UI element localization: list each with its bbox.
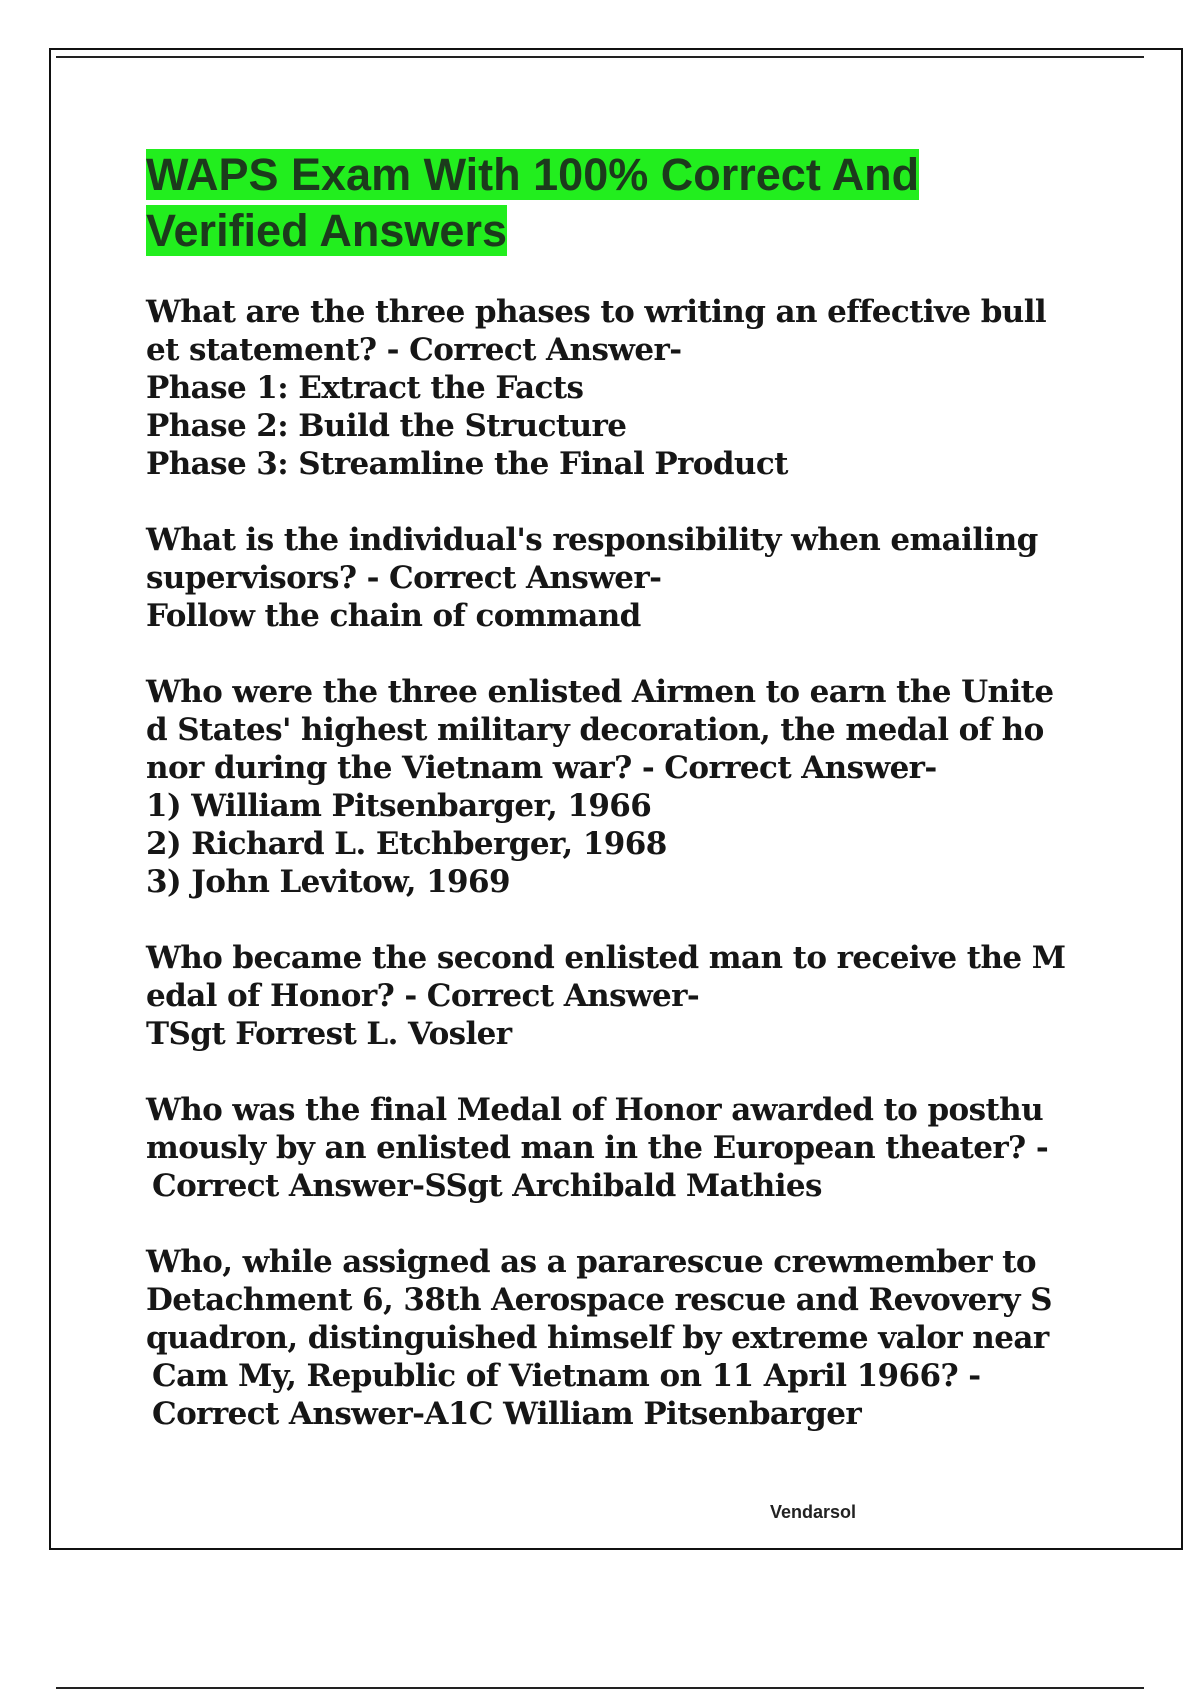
bottom-rule (56, 1687, 1144, 1689)
footer-brand: Vendarsol (770, 1502, 857, 1522)
qa-line: Correct Answer-A1C William Pitsenbarger (152, 1396, 862, 1432)
qa-line: Follow the chain of command (146, 598, 641, 634)
qa-line: 2) Richard L. Etchberger, 1968 (146, 826, 667, 862)
top-rule (56, 56, 1144, 58)
qa-item (146, 1243, 1106, 1433)
qa-list (146, 293, 1106, 1471)
title-line-2: Verified Answers (146, 205, 507, 256)
qa-line: Detachment 6, 38th Aerospace rescue and Revovery S (146, 1282, 1052, 1318)
qa-item (146, 293, 1106, 483)
qa-line: Phase 3: Streamline the Final Product (146, 446, 788, 482)
qa-line: What is the individual's responsibility when emailing (146, 522, 1038, 558)
qa-line: Who were the three enlisted Airmen to earn the Unite (146, 674, 1054, 710)
qa-line: d States' highest military decoration, the medal of ho (146, 712, 1044, 748)
qa-line: Who became the second enlisted man to receive the M (146, 940, 1066, 976)
title-line-1: WAPS Exam With 100% Correct And (146, 149, 920, 200)
qa-item (146, 673, 1106, 901)
qa-item (146, 521, 1106, 635)
qa-line: 1) William Pitsenbarger, 1966 (146, 788, 652, 824)
qa-line: 3) John Levitow, 1969 (146, 864, 510, 900)
qa-line: Who, while assigned as a pararescue crewmember to (146, 1244, 1036, 1280)
qa-line: supervisors? - Correct Answer- (146, 560, 662, 596)
qa-line: edal of Honor? - Correct Answer- (146, 978, 700, 1014)
qa-line: What are the three phases to writing an effective bull (146, 294, 1047, 330)
qa-item (146, 939, 1106, 1053)
qa-line: et statement? - Correct Answer- (146, 332, 682, 368)
qa-line: nor during the Vietnam war? - Correct Answer- (146, 750, 937, 786)
qa-line: Phase 2: Build the Structure (146, 408, 627, 444)
qa-line: Who was the final Medal of Honor awarded to posthu (146, 1092, 1044, 1128)
document-title (146, 147, 919, 259)
qa-item (146, 1091, 1106, 1205)
qa-line: Phase 1: Extract the Facts (146, 370, 584, 406)
qa-line: Cam My, Republic of Vietnam on 11 April 1966? - (152, 1358, 981, 1394)
qa-line: quadron, distinguished himself by extreme valor near (146, 1320, 1049, 1356)
qa-line: mously by an enlisted man in the European theater? - (146, 1130, 1049, 1166)
qa-line: Correct Answer-SSgt Archibald Mathies (152, 1168, 822, 1204)
qa-line: TSgt Forrest L. Vosler (146, 1016, 512, 1052)
